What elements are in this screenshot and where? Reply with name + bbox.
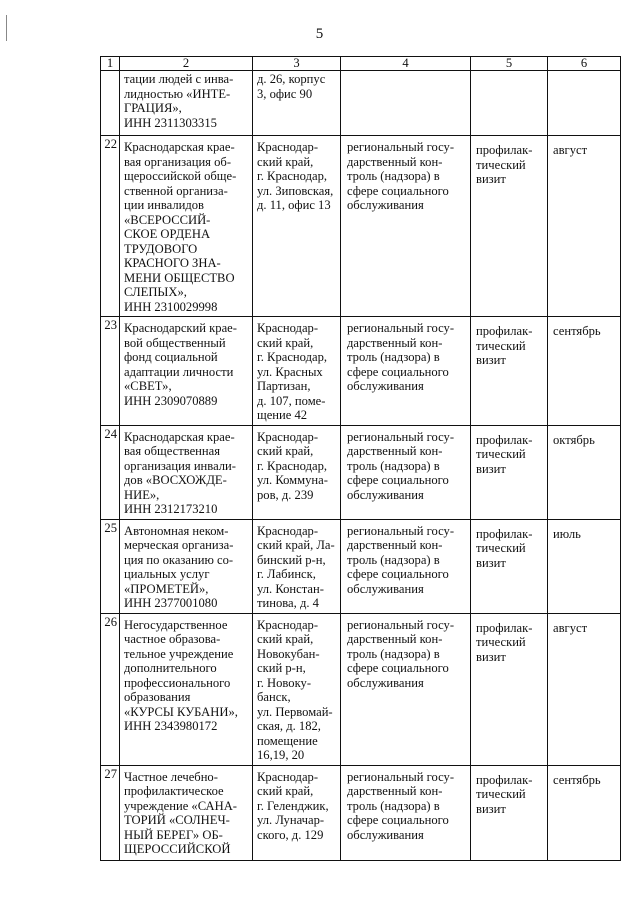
organization-line: НЫЙ БЕРЕГ» ОБ- bbox=[124, 827, 223, 842]
address-line: Краснодар- bbox=[257, 769, 319, 784]
table-row bbox=[101, 136, 621, 317]
address-line: ский край, Ла- bbox=[257, 538, 335, 552]
table-row bbox=[101, 519, 621, 613]
organization-cell bbox=[120, 765, 253, 860]
control-type-cell bbox=[341, 136, 471, 317]
organization-line: циальных услуг bbox=[124, 567, 210, 581]
event-type-line: тический bbox=[476, 787, 526, 801]
control-type-line: троль (надзора) в bbox=[347, 552, 440, 567]
event-type-line: визит bbox=[476, 555, 506, 570]
event-type-line: профилак- bbox=[476, 432, 533, 447]
organization-line: «ПРОМЕТЕЙ», bbox=[124, 581, 209, 596]
event-type-cell bbox=[471, 425, 548, 519]
address-line: г. Лабинск, bbox=[257, 567, 316, 581]
organization-line: КРАСНОГО ЗНА- bbox=[124, 256, 221, 270]
address-line: г. Геленджик, bbox=[257, 798, 329, 813]
address-line: ул. Зиповская, bbox=[257, 183, 334, 198]
month-cell bbox=[548, 71, 621, 136]
address-line: ский край, bbox=[257, 632, 314, 646]
organization-line: образования bbox=[124, 690, 191, 704]
control-type-line: региональный госу- bbox=[347, 429, 455, 444]
organization-line: профилактическое bbox=[124, 784, 224, 798]
month-cell: сентябрь bbox=[548, 765, 621, 860]
control-type-line: троль (надзора) в bbox=[347, 798, 440, 813]
organization-line: ЩЕРОССИЙСКОЙ bbox=[124, 842, 231, 856]
address-line: ров, д. 239 bbox=[257, 487, 314, 502]
organization-line: ГРАЦИЯ», bbox=[124, 101, 182, 115]
address-cell bbox=[253, 765, 341, 860]
table-row bbox=[101, 317, 621, 426]
address-cell bbox=[253, 519, 341, 613]
control-type-line: сфере социального bbox=[347, 364, 449, 379]
control-type-cell bbox=[341, 613, 471, 765]
month-cell: октябрь bbox=[548, 425, 621, 519]
organization-line: «СВЕТ», bbox=[124, 379, 172, 393]
event-type-cell bbox=[471, 613, 548, 765]
address-cell bbox=[253, 317, 341, 426]
organization-line: учреждение «САНА- bbox=[124, 798, 237, 813]
address-line: банск, bbox=[257, 690, 291, 704]
organization-line: ции инвалидов bbox=[124, 198, 205, 212]
event-type-line: визит bbox=[476, 172, 506, 186]
table-row bbox=[101, 425, 621, 519]
address-line: ский край, bbox=[257, 444, 314, 458]
column-header-2: 2 bbox=[120, 57, 253, 71]
organization-line: ственной организа- bbox=[124, 183, 228, 198]
address-line: ул. Луначар- bbox=[257, 813, 325, 827]
column-header-5: 5 bbox=[471, 57, 548, 71]
organization-line: Негосударственное bbox=[124, 617, 228, 632]
row-number bbox=[101, 71, 120, 136]
control-type-line: сфере социального bbox=[347, 567, 449, 581]
organization-line: ИНН 2343980172 bbox=[124, 719, 218, 733]
month-cell: сентябрь bbox=[548, 317, 621, 426]
address-line: Краснодар- bbox=[257, 321, 319, 335]
organization-line: мерческая организа- bbox=[124, 538, 234, 552]
event-type-line: тический bbox=[476, 541, 526, 555]
control-type-line: сфере социального bbox=[347, 813, 449, 827]
event-type-cell bbox=[471, 71, 548, 136]
address-line: щение 42 bbox=[257, 408, 308, 422]
organization-line: ИНН 2377001080 bbox=[124, 596, 218, 610]
organization-line: дов «ВОСХОЖДЕ- bbox=[124, 473, 227, 487]
control-type-line: дарственный кон- bbox=[347, 444, 443, 458]
organization-line: тельное учреждение bbox=[124, 646, 234, 661]
address-line: Краснодар- bbox=[257, 140, 319, 154]
control-type-line: обслуживания bbox=[347, 827, 424, 842]
address-line: Краснодар- bbox=[257, 617, 319, 632]
address-line: ского, д. 129 bbox=[257, 827, 324, 842]
control-type-line: обслуживания bbox=[347, 675, 424, 690]
organization-line: ИНН 2312173210 bbox=[124, 502, 218, 516]
event-type-line: профилак- bbox=[476, 324, 533, 338]
organization-cell bbox=[120, 71, 253, 136]
address-cell bbox=[253, 425, 341, 519]
address-line: ский край, bbox=[257, 154, 314, 169]
event-type-line: визит bbox=[476, 461, 506, 476]
control-type-line: региональный госу- bbox=[347, 140, 455, 154]
organization-line: СКОЕ ОРДЕНА bbox=[124, 227, 211, 241]
organization-line: профессионального bbox=[124, 675, 231, 690]
column-header-1: 1 bbox=[101, 57, 120, 71]
organization-line: ИНН 2310029998 bbox=[124, 299, 218, 314]
control-type-line: троль (надзора) в bbox=[347, 169, 440, 183]
organization-line: адаптации личности bbox=[124, 364, 234, 379]
event-type-cell bbox=[471, 519, 548, 613]
control-type-line: дарственный кон- bbox=[347, 784, 443, 798]
page-number: 5 bbox=[315, 26, 324, 42]
address-line: д. 107, поме- bbox=[257, 393, 326, 408]
control-type-line: сфере социального bbox=[347, 661, 449, 675]
address-line: г. Краснодар, bbox=[257, 169, 328, 183]
address-cell bbox=[253, 136, 341, 317]
organization-line: Краснодарская крае- bbox=[124, 140, 235, 154]
continuation-row bbox=[101, 71, 621, 136]
control-type-line: сфере социального bbox=[347, 473, 449, 487]
organization-cell bbox=[120, 317, 253, 426]
control-type-line: дарственный кон- bbox=[347, 154, 443, 169]
control-type-cell bbox=[341, 765, 471, 860]
organization-line: ТРУДОВОГО bbox=[124, 241, 198, 256]
address-cell bbox=[253, 71, 341, 136]
event-type-line: профилак- bbox=[476, 620, 533, 635]
address-line: ул. Первомай- bbox=[257, 704, 333, 719]
organization-line: организация инвали- bbox=[124, 458, 236, 473]
organization-cell bbox=[120, 519, 253, 613]
control-type-line: троль (надзора) в bbox=[347, 350, 440, 364]
organization-line: фонд социальной bbox=[124, 350, 218, 364]
address-line: бинский р-н, bbox=[257, 552, 326, 567]
control-type-line: дарственный кон- bbox=[347, 538, 443, 552]
organization-line: ИНН 2311303315 bbox=[124, 115, 217, 130]
address-cell bbox=[253, 613, 341, 765]
control-type-line: региональный госу- bbox=[347, 769, 455, 784]
column-header-6: 6 bbox=[548, 57, 621, 71]
control-type-line: обслуживания bbox=[347, 198, 424, 212]
address-line: 3, офис 90 bbox=[257, 86, 313, 101]
organization-cell bbox=[120, 425, 253, 519]
organization-line: щероссийской обще- bbox=[124, 169, 237, 183]
address-line: ский край, bbox=[257, 335, 314, 350]
organization-line: ТОРИЙ «СОЛНЕЧ- bbox=[124, 813, 230, 827]
organization-line: вая общественная bbox=[124, 444, 221, 458]
control-type-line: троль (надзора) в bbox=[347, 646, 440, 661]
control-type-cell bbox=[341, 71, 471, 136]
organization-cell bbox=[120, 613, 253, 765]
month-cell: август bbox=[548, 613, 621, 765]
control-type-line: обслуживания bbox=[347, 487, 424, 502]
organization-line: «КУРСЫ КУБАНИ», bbox=[124, 704, 238, 719]
address-line: ул. Констан- bbox=[257, 581, 324, 596]
month-cell: июль bbox=[548, 519, 621, 613]
organization-line: вой общественный bbox=[124, 335, 226, 350]
table-row bbox=[101, 765, 621, 860]
control-type-line: региональный госу- bbox=[347, 523, 455, 538]
address-line: тинова, д. 4 bbox=[257, 596, 319, 610]
organization-line: дополнительного bbox=[124, 661, 217, 675]
organization-line: Краснодарский крае- bbox=[124, 321, 237, 335]
event-type-line: визит bbox=[476, 353, 506, 367]
organization-line: МЕНИ ОБЩЕСТВО bbox=[124, 270, 235, 285]
table-row bbox=[101, 613, 621, 765]
address-line: г. Краснодар, bbox=[257, 458, 328, 473]
event-type-line: профилак- bbox=[476, 526, 533, 541]
address-line: Новокубан- bbox=[257, 646, 320, 661]
organization-line: частное образова- bbox=[124, 632, 221, 646]
event-type-line: визит bbox=[476, 649, 506, 664]
organization-line: Частное лечебно- bbox=[124, 769, 218, 784]
control-type-line: региональный госу- bbox=[347, 617, 455, 632]
event-type-line: тический bbox=[476, 157, 526, 172]
event-type-line: визит bbox=[476, 801, 506, 816]
address-line: д. 11, офис 13 bbox=[257, 198, 331, 212]
organization-line: вая организация об- bbox=[124, 154, 232, 169]
inspection-plan-table bbox=[100, 56, 621, 861]
control-type-line: региональный госу- bbox=[347, 321, 455, 335]
row-number: 26 bbox=[101, 613, 120, 765]
organization-line: НИЕ», bbox=[124, 487, 160, 502]
organization-line: Краснодарская крае- bbox=[124, 429, 235, 444]
address-line: ский р-н, bbox=[257, 661, 306, 675]
control-type-cell bbox=[341, 317, 471, 426]
column-number-row bbox=[101, 57, 621, 71]
control-type-line: дарственный кон- bbox=[347, 335, 443, 350]
address-line: помещение bbox=[257, 733, 318, 748]
organization-line: Автономная неком- bbox=[124, 523, 229, 538]
control-type-line: обслуживания bbox=[347, 379, 424, 393]
row-number: 27 bbox=[101, 765, 120, 860]
address-line: Краснодар- bbox=[257, 523, 319, 538]
organization-cell bbox=[120, 136, 253, 317]
address-line: Партизан, bbox=[257, 379, 311, 393]
event-type-line: профилак- bbox=[476, 772, 533, 787]
control-type-cell bbox=[341, 425, 471, 519]
address-line: ул. Коммуна- bbox=[257, 473, 328, 487]
event-type-cell bbox=[471, 136, 548, 317]
control-type-line: троль (надзора) в bbox=[347, 458, 440, 473]
organization-line: ция по оказанию со- bbox=[124, 552, 234, 567]
address-line: ская, д. 182, bbox=[257, 719, 321, 733]
control-type-line: сфере социального bbox=[347, 183, 449, 198]
organization-line: «ВСЕРОССИЙ- bbox=[124, 212, 211, 227]
control-type-cell bbox=[341, 519, 471, 613]
column-header-4: 4 bbox=[341, 57, 471, 71]
row-number: 23 bbox=[101, 317, 120, 426]
event-type-line: тический bbox=[476, 338, 526, 353]
event-type-cell bbox=[471, 765, 548, 860]
address-line: ский край, bbox=[257, 784, 314, 798]
organization-line: тации людей с инва- bbox=[124, 72, 234, 86]
organization-line: ИНН 2309070889 bbox=[124, 393, 218, 408]
month-cell: август bbox=[548, 136, 621, 317]
address-line: г. Новоку- bbox=[257, 675, 312, 690]
row-number: 22 bbox=[101, 136, 120, 317]
address-line: Краснодар- bbox=[257, 429, 319, 444]
row-number: 25 bbox=[101, 519, 120, 613]
organization-line: лидностью «ИНТЕ- bbox=[124, 86, 231, 101]
organization-line: СЛЕПЫХ», bbox=[124, 285, 187, 299]
control-type-line: обслуживания bbox=[347, 581, 424, 596]
address-line: г. Краснодар, bbox=[257, 350, 328, 364]
event-type-line: тический bbox=[476, 635, 526, 649]
column-header-3: 3 bbox=[253, 57, 341, 71]
control-type-line: дарственный кон- bbox=[347, 632, 443, 646]
row-number: 24 bbox=[101, 425, 120, 519]
event-type-cell bbox=[471, 317, 548, 426]
address-line: 16,19, 20 bbox=[257, 748, 305, 762]
event-type-line: тический bbox=[476, 447, 526, 461]
address-line: д. 26, корпус bbox=[257, 72, 326, 86]
event-type-line: профилак- bbox=[476, 143, 533, 157]
address-line: ул. Красных bbox=[257, 364, 323, 379]
